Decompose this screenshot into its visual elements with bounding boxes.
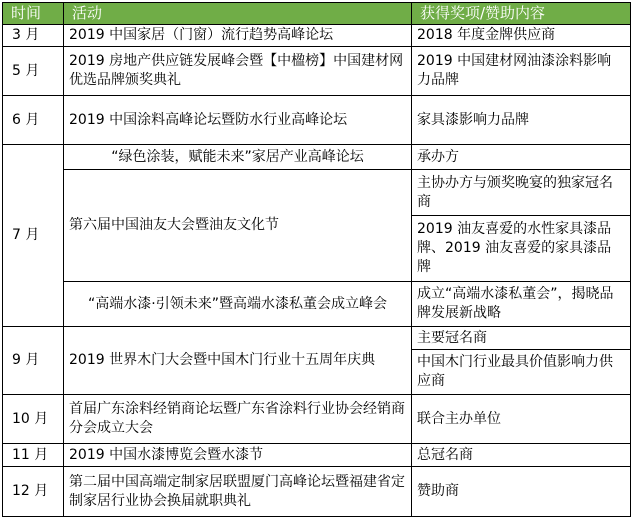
award-cell: 中国木门行业最具价值影响力供应商 <box>412 350 631 395</box>
time-cell: 3 月 <box>3 25 64 47</box>
award-cell: 家具漆影响力品牌 <box>412 96 631 145</box>
table-row <box>3 170 631 216</box>
header-activity: 活动 <box>64 3 412 25</box>
activity-cell: 2019 中国水漆博览会暨水漆节 <box>64 444 412 467</box>
award-cell: 2019 中国建材网油漆涂料影响力品牌 <box>412 47 631 96</box>
table-row <box>3 96 631 145</box>
table-row <box>3 47 631 96</box>
table-row <box>3 282 631 327</box>
time-cell: 9 月 <box>3 327 64 395</box>
events-table <box>2 2 631 517</box>
activity-cell: 2019 房地产供应链发展峰会暨【中楹榜】中国建材网优选品牌颁奖典礼 <box>64 47 412 96</box>
activity-cell: 2019 世界木门大会暨中国木门行业十五周年庆典 <box>64 327 412 395</box>
table-row <box>3 145 631 170</box>
activity-cell: 第二届中国高端定制家居联盟厦门高峰论坛暨福建省定制家居行业协会换届就职典礼 <box>64 467 412 517</box>
award-cell: 成立“高端水漆私董会”，揭晓品牌发展新战略 <box>412 282 631 327</box>
award-cell: 联合主办单位 <box>412 395 631 444</box>
activity-cell: “高端水漆·引领未来”暨高端水漆私董会成立峰会 <box>64 282 412 327</box>
time-cell: 12 月 <box>3 467 64 517</box>
activity-cell: 2019 中国家居（门窗）流行趋势高峰论坛 <box>64 25 412 47</box>
header-time: 时间 <box>3 3 64 25</box>
award-cell: 赞助商 <box>412 467 631 517</box>
award-cell: 2019 油友喜爱的水性家具漆品牌、2019 油友喜爱的家具漆品牌 <box>412 216 631 282</box>
activity-cell: “绿色涂装，赋能未来”家居产业高峰论坛 <box>64 145 412 170</box>
award-cell: 2018 年度金牌供应商 <box>412 25 631 47</box>
table-row <box>3 25 631 47</box>
time-cell: 5 月 <box>3 47 64 96</box>
time-cell: 7 月 <box>3 145 64 327</box>
time-cell: 6 月 <box>3 96 64 145</box>
award-cell: 主要冠名商 <box>412 327 631 350</box>
table-row <box>3 327 631 350</box>
table-row <box>3 395 631 444</box>
award-cell: 总冠名商 <box>412 444 631 467</box>
activity-cell: 2019 中国涂料高峰论坛暨防水行业高峰论坛 <box>64 96 412 145</box>
award-cell: 承办方 <box>412 145 631 170</box>
time-cell: 10 月 <box>3 395 64 444</box>
time-cell: 11 月 <box>3 444 64 467</box>
activity-cell: 首届广东涂料经销商论坛暨广东省涂料行业协会经销商分会成立大会 <box>64 395 412 444</box>
award-cell: 主协办方与颁奖晚宴的独家冠名商 <box>412 170 631 216</box>
activity-cell: 第六届中国油友大会暨油友文化节 <box>64 170 412 282</box>
table-row <box>3 444 631 467</box>
header-award: 获得奖项/赞助内容 <box>412 3 631 25</box>
table-row <box>3 467 631 517</box>
header-row <box>3 3 631 25</box>
